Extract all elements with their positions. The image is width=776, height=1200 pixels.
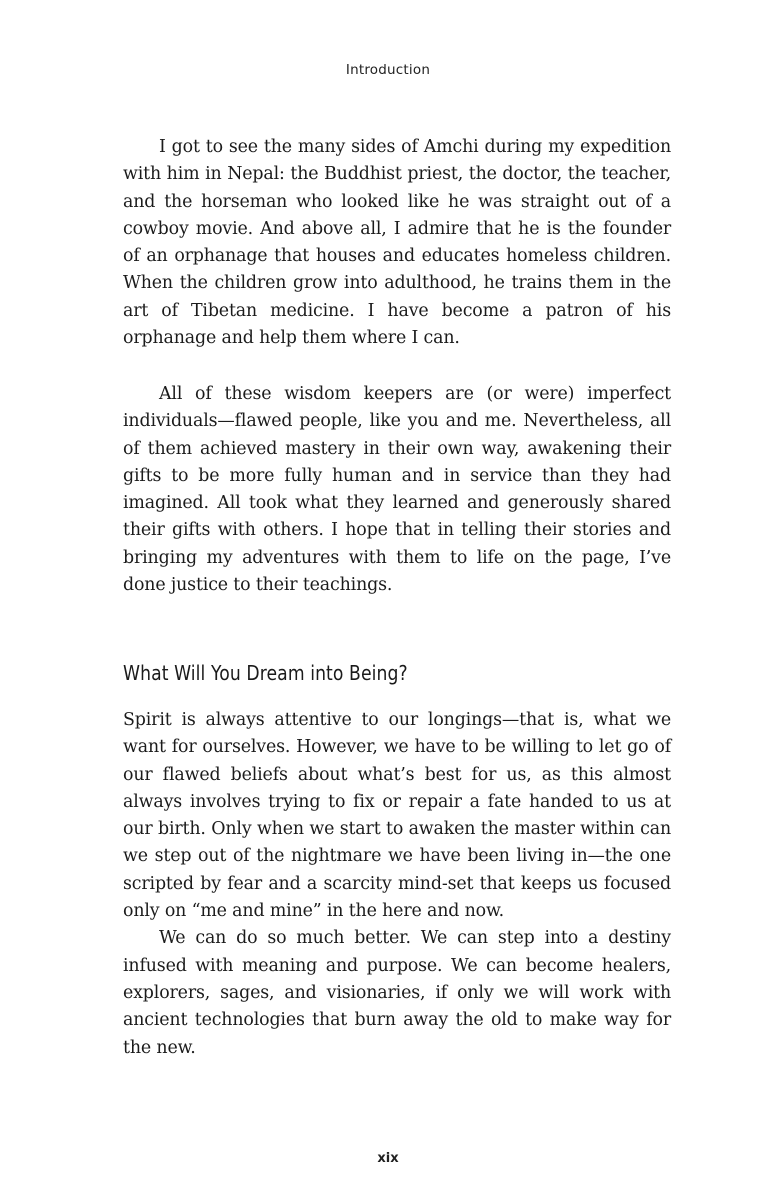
paragraph-do-better: We can do so much better. We can step into a destiny infused with meaning and purpose. We can become healers, explorers, sages, and visionaries, if only we will work with ancient technologies that burn away the old to make way for the new. — [123, 928, 671, 1058]
body-text-block — [123, 381, 671, 599]
body-text-block — [123, 134, 671, 352]
section-heading: What Will You Dream into Being? — [123, 661, 408, 685]
paragraph-spirit: Spirit is always attentive to our longings—that is, what we want for ourselves. However, we have to be willing to let go of our flawed beliefs about what’s best for us, as this almost always involves trying to fix or repair a fate handed to us at our birth. Only when we start to awaken the master within can we step out of the nightmare we have been living in—the one scripted by fear and a scarcity mind-set that keeps us focused only on “me and mine” in the here and now. — [123, 710, 671, 922]
paragraph-wisdom-keepers: All of these wisdom keepers are (or were) imperfect individuals—flawed people, like you and me. Nevertheless, all of them achieved mastery in their own way, awakening their gifts to be more fully human and in service than they had imagined. All took what they learned and generously shared their gifts with others. I hope that in telling their stories and bringing my adventures with them to life on the page, I’ve done justice to their teachings. — [123, 384, 671, 596]
paragraph-amchi: I got to see the many sides of Amchi during my expedition with him in Nepal: the Buddhist priest, the doctor, the teacher, and the horseman who looked like he was straight out of a cowboy movie. And above all, I admire that he is the founder of an orphanage that houses and educates homeless children. When the children grow into adulthood, he trains them in the art of Tibetan medicine. I have become a patron of his orphanage and help them where I can. — [123, 137, 671, 349]
section-body — [123, 707, 671, 1062]
running-head: Introduction — [345, 62, 431, 78]
page-number: xix — [377, 1151, 399, 1166]
